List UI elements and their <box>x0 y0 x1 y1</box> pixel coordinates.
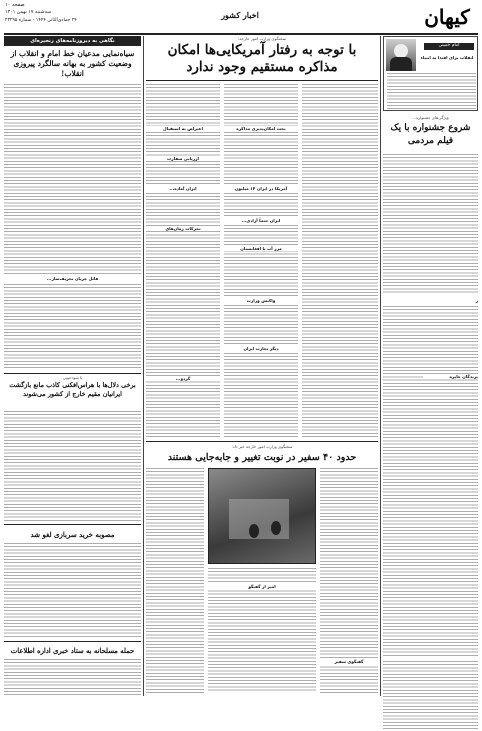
issue-line: ۲۴ جمادی‌الثانی ۱۴۴۴ - شماره ۲۳۲۹۵ <box>5 18 77 23</box>
logo-text: کیهان <box>424 5 470 29</box>
middle-story <box>146 444 378 696</box>
logo <box>418 4 476 32</box>
column-divider <box>380 36 381 696</box>
middle-rule <box>146 441 378 442</box>
sub-head: تحرکات زمان‌های <box>146 226 220 231</box>
lead-col-2 <box>224 84 298 439</box>
right-bottom-label: برندگان جایزه <box>423 374 478 379</box>
left-rule-2 <box>4 524 141 525</box>
lead-story <box>146 36 378 441</box>
masthead <box>0 0 482 36</box>
middle-col-left <box>146 468 204 693</box>
sub-head: ایران آماده... <box>146 186 220 191</box>
sub-head: دیگر تجارت ایران <box>224 346 298 351</box>
middle-headline: حدود ۴۰ سفیر در نوبت تغییر و جابه‌جایی هستند <box>167 452 357 463</box>
festival-kicker: ویژگی‌های جشنواره... <box>412 115 449 120</box>
left-headline: سیاه‌نمایی مدعیان خط امام و انقلاب از وضعیت کشور به بهانه سالگرد پیروزی انقلاب! <box>10 49 135 78</box>
story2-kicker: با سودجویی <box>62 375 83 380</box>
news-photo <box>208 468 316 564</box>
middle-kicker: سخنگوی وزارت امور خارجه خبر داد: <box>231 444 293 449</box>
right-body-2 <box>383 306 478 656</box>
quote-title: انقلاب برای اقتدا به انبیاء <box>420 55 474 60</box>
quote-text <box>387 73 476 109</box>
story3-headline: مصوبه خرید سربازی لغو شد <box>30 530 115 539</box>
lead-col-3 <box>146 84 220 439</box>
left-column <box>4 36 141 696</box>
sub-head: آمریکا در ایران ۱۴ میلیون <box>224 186 298 191</box>
lead-kicker: سخنگوی وزارت امور خارجه: <box>238 36 286 41</box>
left-subhead: فائل جریان تحریف‌ساز... <box>46 276 99 281</box>
left-rule-1 <box>4 373 141 374</box>
left-rule-3 <box>4 641 141 642</box>
lead-headline: با توجه به رفتار آمریکایی‌ها امکان مذاکره مستقیم وجود ندارد <box>167 42 357 75</box>
right-body-3 <box>383 661 478 731</box>
sub-head: مرز آب با افغانستان <box>224 246 298 251</box>
story2-body <box>4 411 141 521</box>
header-rule <box>4 33 478 35</box>
left-body-1 <box>4 84 141 274</box>
sub-head: گفتگوی سفیر <box>320 659 378 664</box>
festival-body <box>383 154 478 294</box>
story4-headline: حمله مسلحانه به ستاد خبری اداره اطلاعات <box>10 647 135 655</box>
story4-body <box>4 659 141 695</box>
festival-headline: شروع جشنواره با یک فیلم مردمی <box>390 123 471 146</box>
sub-head: اعتراض به استقبال <box>146 126 220 131</box>
sub-head: بحث امکان‌پذیری مذاکره <box>224 126 298 131</box>
left-body-2 <box>4 284 141 370</box>
section-title: اخبار کشور <box>221 10 259 20</box>
quote-box <box>383 36 478 111</box>
column-divider <box>143 36 144 696</box>
lead-col-1 <box>302 84 378 439</box>
left-banner <box>4 36 141 46</box>
story3-body <box>4 543 141 638</box>
quote-label: امام خمینی <box>424 43 474 50</box>
sub-head: امیر از گفتگو <box>208 584 316 589</box>
page-label: صفحه ۱۰ <box>5 2 25 8</box>
date-line: سه‌شنبه ۱۷ بهمن ۱۴۰۱ <box>5 10 52 15</box>
portrait-image <box>386 39 416 71</box>
sub-head: گردو... <box>146 376 220 381</box>
lead-rule <box>146 80 378 81</box>
sub-head: ارزیابی سفارت <box>146 156 220 161</box>
sub-head: ایران حتماً آزادی... <box>224 218 298 223</box>
story2-headline: برخی دلال‌ها با هراس‌افکنی کاذب مانع بازگشت ایرانیان مقیم خارج از کشور می‌شوند <box>9 381 136 398</box>
left-banner-text: نگاهی به دیروزنامه‌های زنجیره‌ای <box>30 38 115 44</box>
sub-head: واکنش وزارت <box>224 298 298 303</box>
right-column <box>383 36 478 696</box>
festival-byline: ز <box>475 298 478 303</box>
